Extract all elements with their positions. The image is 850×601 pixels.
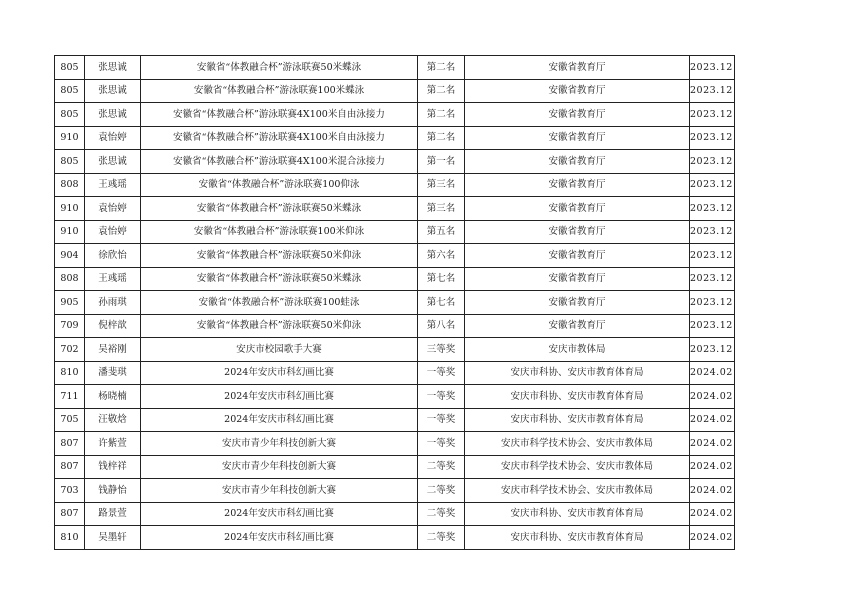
class-cell: 709	[55, 314, 85, 338]
award-cell: 一等奖	[418, 408, 465, 432]
organizer-cell: 安庆市科学技术协会、安庆市教体局	[465, 455, 690, 479]
student-name-cell: 孙雨琪	[85, 291, 141, 315]
event-cell: 安徽省“体教融合杯”游泳联赛4X100米自由泳接力	[141, 126, 418, 150]
award-cell: 第七名	[418, 267, 465, 291]
event-cell: 安庆市青少年科技创新大赛	[141, 432, 418, 456]
student-name-cell: 袁怡婷	[85, 197, 141, 221]
class-cell: 808	[55, 267, 85, 291]
student-name-cell: 杨晓楠	[85, 385, 141, 409]
date-cell: 2023.12	[690, 173, 735, 197]
award-cell: 第七名	[418, 291, 465, 315]
organizer-cell: 安徽省教育厅	[465, 150, 690, 174]
event-cell: 安徽省“体教融合杯”游泳联赛50米蝶泳	[141, 267, 418, 291]
award-cell: 第二名	[418, 56, 465, 80]
table-row	[55, 150, 735, 174]
student-name-cell: 张思诚	[85, 79, 141, 103]
class-cell: 905	[55, 291, 85, 315]
award-cell: 一等奖	[418, 385, 465, 409]
event-cell: 安徽省“体教融合杯”游泳联赛100米仰泳	[141, 220, 418, 244]
event-cell: 安徽省“体教融合杯”游泳联赛4X100米混合泳接力	[141, 150, 418, 174]
event-cell: 安徽省“体教融合杯”游泳联赛100米蝶泳	[141, 79, 418, 103]
student-name-cell: 潘斐琪	[85, 361, 141, 385]
table-row	[55, 432, 735, 456]
class-cell: 805	[55, 103, 85, 127]
event-cell: 安徽省“体教融合杯”游泳联赛50米蝶泳	[141, 197, 418, 221]
class-cell: 810	[55, 526, 85, 550]
student-name-cell: 钱梓祥	[85, 455, 141, 479]
organizer-cell: 安徽省教育厅	[465, 220, 690, 244]
organizer-cell: 安徽省教育厅	[465, 291, 690, 315]
date-cell: 2024.02	[690, 432, 735, 456]
organizer-cell: 安徽省教育厅	[465, 197, 690, 221]
organizer-cell: 安徽省教育厅	[465, 126, 690, 150]
organizer-cell: 安徽省教育厅	[465, 244, 690, 268]
event-cell: 安庆市青少年科技创新大赛	[141, 479, 418, 503]
event-cell: 2024年安庆市科幻画比赛	[141, 385, 418, 409]
organizer-cell: 安庆市科学技术协会、安庆市教体局	[465, 479, 690, 503]
table-row	[55, 502, 735, 526]
event-cell: 2024年安庆市科幻画比赛	[141, 526, 418, 550]
date-cell: 2024.02	[690, 361, 735, 385]
event-cell: 安徽省“体教融合杯”游泳联赛100蛙泳	[141, 291, 418, 315]
table-row	[55, 244, 735, 268]
award-cell: 一等奖	[418, 432, 465, 456]
date-cell: 2024.02	[690, 526, 735, 550]
award-cell: 二等奖	[418, 479, 465, 503]
organizer-cell: 安徽省教育厅	[465, 314, 690, 338]
student-name-cell: 路景萱	[85, 502, 141, 526]
date-cell: 2024.02	[690, 455, 735, 479]
date-cell: 2023.12	[690, 56, 735, 80]
date-cell: 2023.12	[690, 79, 735, 103]
awards-table	[54, 55, 735, 550]
event-cell: 2024年安庆市科幻画比赛	[141, 408, 418, 432]
student-name-cell: 许紫萱	[85, 432, 141, 456]
class-cell: 703	[55, 479, 85, 503]
table-row	[55, 103, 735, 127]
date-cell: 2024.02	[690, 385, 735, 409]
table-row	[55, 455, 735, 479]
organizer-cell: 安徽省教育厅	[465, 103, 690, 127]
event-cell: 安徽省“体教融合杯”游泳联赛4X100米自由泳接力	[141, 103, 418, 127]
table-row	[55, 126, 735, 150]
award-cell: 第二名	[418, 103, 465, 127]
class-cell: 910	[55, 220, 85, 244]
class-cell: 807	[55, 502, 85, 526]
class-cell: 904	[55, 244, 85, 268]
award-cell: 第三名	[418, 197, 465, 221]
event-cell: 安庆市青少年科技创新大赛	[141, 455, 418, 479]
award-cell: 第六名	[418, 244, 465, 268]
date-cell: 2023.12	[690, 150, 735, 174]
event-cell: 安庆市校园歌手大赛	[141, 338, 418, 362]
table-row	[55, 197, 735, 221]
organizer-cell: 安徽省教育厅	[465, 56, 690, 80]
organizer-cell: 安徽省教育厅	[465, 79, 690, 103]
class-cell: 711	[55, 385, 85, 409]
student-name-cell: 张思诚	[85, 150, 141, 174]
award-cell: 第二名	[418, 126, 465, 150]
class-cell: 705	[55, 408, 85, 432]
table-row	[55, 291, 735, 315]
student-name-cell: 张思诚	[85, 103, 141, 127]
class-cell: 805	[55, 150, 85, 174]
event-cell: 安徽省“体教融合杯”游泳联赛100仰泳	[141, 173, 418, 197]
student-name-cell: 徐欣怡	[85, 244, 141, 268]
table-row	[55, 79, 735, 103]
table-row	[55, 338, 735, 362]
organizer-cell: 安徽省教育厅	[465, 173, 690, 197]
award-cell: 第八名	[418, 314, 465, 338]
organizer-cell: 安庆市科协、安庆市教育体育局	[465, 408, 690, 432]
table-row	[55, 361, 735, 385]
event-cell: 2024年安庆市科幻画比赛	[141, 361, 418, 385]
date-cell: 2023.12	[690, 220, 735, 244]
date-cell: 2024.02	[690, 502, 735, 526]
organizer-cell: 安庆市科协、安庆市教育体育局	[465, 526, 690, 550]
table-row	[55, 173, 735, 197]
date-cell: 2023.12	[690, 338, 735, 362]
table-row	[55, 267, 735, 291]
organizer-cell: 安庆市科协、安庆市教育体育局	[465, 361, 690, 385]
date-cell: 2023.12	[690, 244, 735, 268]
award-cell: 二等奖	[418, 455, 465, 479]
date-cell: 2024.02	[690, 479, 735, 503]
class-cell: 805	[55, 56, 85, 80]
event-cell: 安徽省“体教融合杯”游泳联赛50米仰泳	[141, 244, 418, 268]
organizer-cell: 安庆市科学技术协会、安庆市教体局	[465, 432, 690, 456]
organizer-cell: 安徽省教育厅	[465, 267, 690, 291]
student-name-cell: 王彧瑶	[85, 173, 141, 197]
student-name-cell: 王彧瑶	[85, 267, 141, 291]
award-cell: 二等奖	[418, 526, 465, 550]
student-name-cell: 钱静怡	[85, 479, 141, 503]
table-row	[55, 56, 735, 80]
class-cell: 702	[55, 338, 85, 362]
date-cell: 2023.12	[690, 197, 735, 221]
student-name-cell: 倪梓歆	[85, 314, 141, 338]
event-cell: 安徽省“体教融合杯”游泳联赛50米蝶泳	[141, 56, 418, 80]
student-name-cell: 吴裕刚	[85, 338, 141, 362]
award-cell: 第三名	[418, 173, 465, 197]
date-cell: 2023.12	[690, 291, 735, 315]
student-name-cell: 张思诚	[85, 56, 141, 80]
student-name-cell: 吴墨轩	[85, 526, 141, 550]
student-name-cell: 汪敬焓	[85, 408, 141, 432]
table-row	[55, 408, 735, 432]
class-cell: 910	[55, 126, 85, 150]
date-cell: 2023.12	[690, 126, 735, 150]
table-row	[55, 526, 735, 550]
class-cell: 808	[55, 173, 85, 197]
award-cell: 第一名	[418, 150, 465, 174]
class-cell: 810	[55, 361, 85, 385]
class-cell: 807	[55, 455, 85, 479]
organizer-cell: 安庆市科协、安庆市教育体育局	[465, 502, 690, 526]
table-row	[55, 385, 735, 409]
award-cell: 三等奖	[418, 338, 465, 362]
table-row	[55, 314, 735, 338]
student-name-cell: 袁怡婷	[85, 220, 141, 244]
date-cell: 2024.02	[690, 408, 735, 432]
date-cell: 2023.12	[690, 103, 735, 127]
class-cell: 807	[55, 432, 85, 456]
table-row	[55, 479, 735, 503]
award-cell: 一等奖	[418, 361, 465, 385]
award-cell: 第二名	[418, 79, 465, 103]
organizer-cell: 安庆市教体局	[465, 338, 690, 362]
event-cell: 2024年安庆市科幻画比赛	[141, 502, 418, 526]
class-cell: 910	[55, 197, 85, 221]
awards-table-body	[55, 56, 735, 550]
table-row	[55, 220, 735, 244]
class-cell: 805	[55, 79, 85, 103]
award-cell: 二等奖	[418, 502, 465, 526]
date-cell: 2023.12	[690, 267, 735, 291]
organizer-cell: 安庆市科协、安庆市教育体育局	[465, 385, 690, 409]
date-cell: 2023.12	[690, 314, 735, 338]
award-cell: 第五名	[418, 220, 465, 244]
event-cell: 安徽省“体教融合杯”游泳联赛50米仰泳	[141, 314, 418, 338]
student-name-cell: 袁怡婷	[85, 126, 141, 150]
